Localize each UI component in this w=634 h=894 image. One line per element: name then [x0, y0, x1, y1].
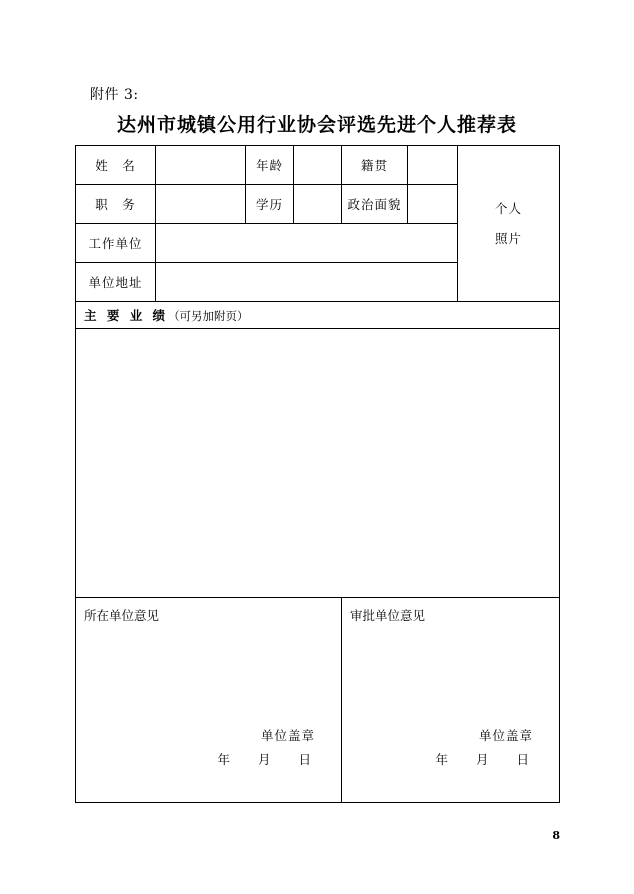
position-value[interactable] [156, 185, 246, 224]
approval-opinion-title: 审批单位意见 [350, 608, 426, 623]
attachment-label: 附件 3: [90, 87, 139, 103]
achievements-title: 主 要 业 绩 [84, 308, 169, 323]
table-row [76, 146, 560, 185]
page-number: 8 [552, 829, 560, 842]
approval-opinion-year: 年 [435, 752, 448, 767]
unit-opinion-seal: 单位盖章 [260, 728, 315, 743]
approval-opinion-day: 日 [516, 752, 529, 767]
approval-opinion-cell[interactable] [342, 598, 560, 803]
unit-opinion-day: 日 [298, 752, 311, 767]
education-label: 学历 [246, 185, 294, 224]
page-title: 达州市城镇公用行业协会评选先进个人推荐表 [116, 114, 517, 136]
approval-opinion-seal: 单位盖章 [478, 728, 533, 743]
achievements-header [76, 302, 560, 329]
unit-opinion-year: 年 [217, 752, 230, 767]
age-label: 年龄 [246, 146, 294, 185]
native-place-value[interactable] [408, 146, 458, 185]
age-value[interactable] [294, 146, 342, 185]
native-place-label: 籍贯 [342, 146, 408, 185]
unit-address-label: 单位地址 [76, 263, 156, 302]
photo-placeholder [458, 146, 560, 302]
recommendation-form-table [75, 145, 560, 803]
photo-label-line2: 照片 [494, 230, 522, 246]
achievements-content[interactable] [76, 329, 560, 598]
unit-opinion-cell[interactable] [76, 598, 342, 803]
achievements-note: （可另加附页） [168, 309, 249, 323]
political-status-value[interactable] [408, 185, 458, 224]
unit-opinion-month: 月 [257, 752, 271, 767]
approval-opinion-date [342, 750, 529, 768]
photo-label-line1: 个人 [494, 200, 522, 216]
unit-opinion-title: 所在单位意见 [84, 608, 160, 623]
table-row [76, 302, 560, 329]
name-value[interactable] [156, 146, 246, 185]
work-unit-label: 工作单位 [76, 224, 156, 263]
education-value[interactable] [294, 185, 342, 224]
table-row [76, 329, 560, 598]
position-label: 职 务 [76, 185, 156, 224]
political-status-label: 政治面貌 [342, 185, 408, 224]
name-label: 姓 名 [76, 146, 156, 185]
table-row [76, 598, 560, 803]
unit-opinion-date [76, 750, 311, 768]
unit-address-value[interactable] [156, 263, 458, 302]
approval-opinion-month: 月 [475, 752, 489, 767]
work-unit-value[interactable] [156, 224, 458, 263]
